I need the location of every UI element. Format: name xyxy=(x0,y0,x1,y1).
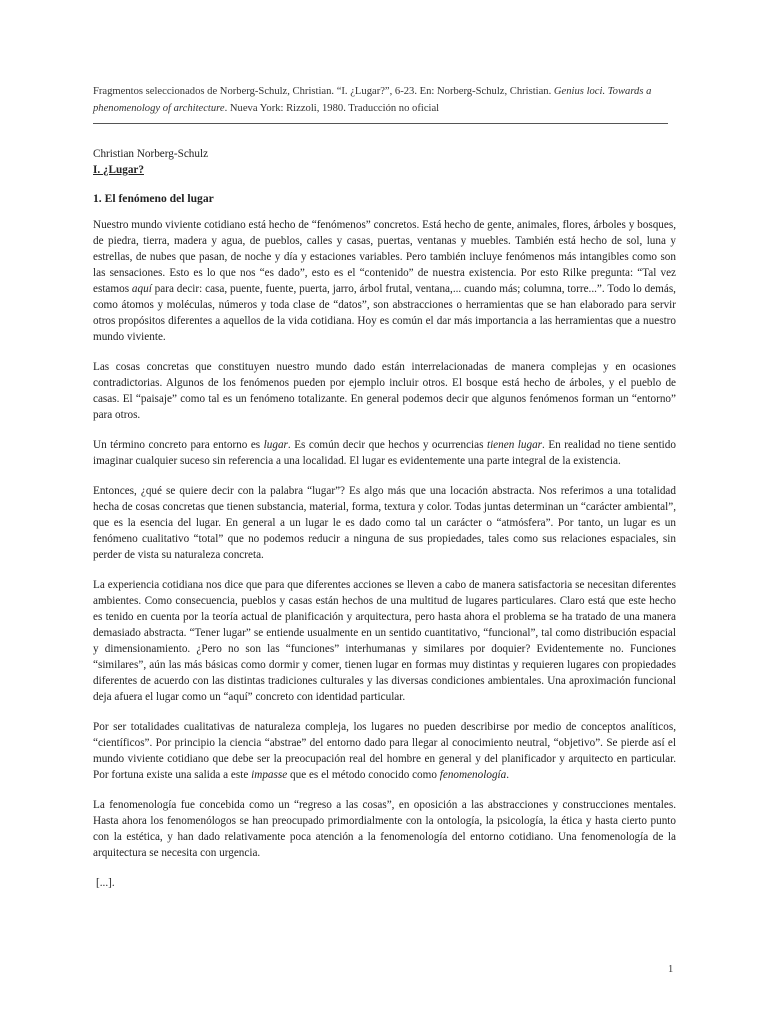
paragraph-5: La experiencia cotidiana nos dice que para que diferentes acciones se lleven a cabo de manera satisfactoria se necesitan diferentes ambientes. Como consecuencia, pueblos y casas están hechos de una multitud de lugares particulares. Claro está que este hecho es tenido en cuenta por la teoría actual de planificación y arquitectura, pero hasta ahora el problema se ha tratado de una manera demasiado abstracta. “Tener lugar” se entiende usualmente en un sentido cuantitativo, “funcional”, tal como distribución espacial y dimensionamiento. ¿Pero no son las “funciones” interhumanas y similares por doquier? Evidentemente no. Funciones “similares”, aún las más básicas como dormir y comer, tienen lugar en formas muy distintas y requieren lugares con propiedades diferentes de acuerdo con las distintas tradiciones culturales y las diversas condiciones ambientales. Una aproximación funcional deja afuera el lugar como un “aquí” concreto con identidad particular. xyxy=(93,579,676,703)
section-heading: 1. El fenómeno del lugar xyxy=(93,192,214,205)
paragraph-text: Por ser totalidades cualitativas de naturaleza compleja, los lugares no pueden describirse por medio de conceptos analíticos, “científicos”. Por principio la ciencia “abstrae” del entorno dado para llegar al conocimiento neutral, “objetivo”. Se pierde así el mundo viviente cotidiano que debe ser la preocupación real del hombre en general y del planificador y arquitecto en particular. Por fortuna existe una salida a este xyxy=(93,721,676,781)
paragraph-7: La fenomenología fue concebida como un “regreso a las cosas”, en oposición a las abstracciones y construcciones mentales. Hasta ahora los fenomenólogos se han preocupado primordialmente con la ontología, la psicología, la ética y hasta cierto punto con la estética, y han dado relativamente poca atención a la fenomenología del entorno cotidiano. Una fenomenología de la arquitectura se necesita con urgencia. xyxy=(93,799,676,859)
paragraph-1 xyxy=(93,217,676,345)
author-name: Christian Norberg-Schulz xyxy=(93,148,209,160)
paragraph-text: Un término concreto para entorno es xyxy=(93,439,264,451)
paragraph-4: Entonces, ¿qué se quiere decir con la palabra “lugar”? Es algo más que una locación abstracta. Nos referimos a una totalidad hecha de cosas concretas que tienen substancia, material, forma, textura y color. Todas juntas determinan un “carácter ambiental”, que es la esencia del lugar. En general a un lugar le es dado como tal un carácter o “atmósfera”. Por tanto, un lugar es un fenómeno cualitativo “total” que no podemos reducir a ninguna de sus propiedades, tales como sus relaciones espaciales, sin perder de vista su naturaleza concreta. xyxy=(93,485,676,561)
emphasis-text: fenomenología xyxy=(439,769,507,781)
paragraph-text: Nuestro mundo viviente cotidiano está hecho de “fenómenos” concretos. Está hecho de gente, animales, flores, árboles y bosques, de piedra, tierra, madera y agua, de pueblos, calles y casas, puertas, ventanas y muebles. También está hecho de sol, luna y estrellas, de nubes que pasan, de noche y día y estaciones variables. Pero también incluye fenómenos más intangibles como son las sensaciones. Esto es lo que nos “es dado”, esto es el “contenido” de nuestra existencia. Por esto Rilke pregunta: “Tal vez estamos xyxy=(93,219,676,295)
paragraph-text: . Es común decir que hechos y ocurrencias xyxy=(287,439,487,451)
emphasis-text: aquí xyxy=(131,283,152,295)
paragraph-2: Las cosas concretas que constituyen nuestro mundo dado están interrelacionadas de manera complejas y en ocasiones contradictorias. Algunos de los fenómenos pueden por ejemplo incluir otros. El bosque está hecho de árboles, y el pueblo de casas. El “paisaje” como tal es un fenómeno totalizante. En general podemos decir que algunos fenómenos forman un “entorno” para otros. xyxy=(93,361,676,421)
emphasis-text: impasse xyxy=(251,769,288,781)
emphasis-text: tienen lugar xyxy=(486,439,543,451)
paragraph-3 xyxy=(93,437,676,469)
book-title: Genius loci. Towards a phenomenology of architecture xyxy=(93,86,652,114)
header-divider xyxy=(93,123,668,124)
emphasis-text: lugar xyxy=(263,439,288,451)
paragraph-text: . xyxy=(506,769,510,781)
document-body xyxy=(93,146,676,891)
page-number: 1 xyxy=(668,964,674,975)
source-citation xyxy=(93,83,676,117)
paragraph-6 xyxy=(93,719,676,783)
citation-text: Fragmentos seleccionados de Norberg-Schulz, Christian. “I. ¿Lugar?”, 6-23. En: Norberg-Schulz, Christian. xyxy=(93,86,554,97)
omission-mark: [...]. xyxy=(96,877,115,889)
citation-publisher: . Nueva York: Rizzoli, 1980. Traducción no oficial xyxy=(224,103,440,114)
chapter-title: I. ¿Lugar? xyxy=(93,164,144,176)
paragraph-text: para decir: casa, puente, fuente, puerta, jarro, árbol frutal, ventana,... cuando más; columna, torre...”. Todo lo demás, como átomos y moléculas, números y toda clase de “datos”, son abstracciones o herramientas que se han elaborado para servir otros propósitos diferentes a aquellos de la vida cotidiana. Hoy es común el dar más importancia a las herramientas que a nuestro mundo viviente. xyxy=(93,283,676,343)
paragraph-text: . En realidad no tiene sentido imaginar cualquier suceso sin referencia a una localidad. El lugar es evidentemente una parte integral de la existencia. xyxy=(93,439,676,467)
paragraph-text: que es el método conocido como xyxy=(287,769,440,781)
